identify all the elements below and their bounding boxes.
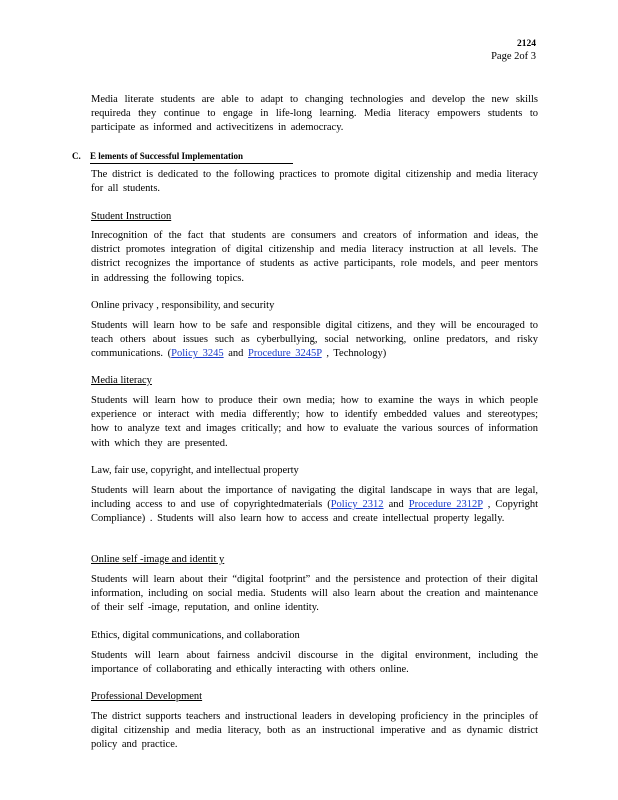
student-instruction-heading: Student Instruction (91, 211, 172, 222)
student-instruction-paragraph: Inrecognition of the fact that students are consumers and creators of information and ideas, the district promotes integration of digital citizenship and media literacy instruction at all levels. The district recognizes the importance of students as active participants, role models, and peer mentors in addressing the following topics. (91, 230, 538, 284)
professional-development-heading: Professional Development (91, 691, 203, 702)
policy-2312-link[interactable]: Policy 2312 (330, 499, 384, 511)
section-heading (72, 150, 293, 164)
section-letter: C. (72, 151, 81, 161)
law-fair-use-text-b: , Copyright Compliance) . Students will also learn how to access and create intellectual property legally. (91, 499, 538, 525)
page-number: Page 2of 3 (491, 51, 536, 62)
law-fair-use-heading: Law, fair use, copyright, and intellectual property (91, 465, 299, 476)
online-privacy-heading: Online privacy , responsibility, and security (91, 300, 275, 311)
online-privacy-text-b: , Technology) (321, 348, 387, 360)
policy-code: 2124 (517, 39, 536, 49)
online-privacy-paragraph (91, 319, 538, 362)
online-self-image-paragraph: Students will learn about their “digital footprint” and the persistence and protection of their digital information, including on social media. Students will also learn about the creation and maintenance of their self -image, reputation, and online identity. (91, 574, 538, 614)
professional-development-paragraph: The district supports teachers and instructional leaders in developing proficiency in the principles of digital citizenship and media literacy, both as an instructional imperative and as dynamic district policy and practice. (91, 711, 538, 751)
law-fair-use-text-a: Students will learn about the importance of navigating the digital landscape in ways that are legal, including access to and use of copyrightedmaterials ( (91, 485, 538, 511)
section-intro-paragraph: The district is dedicated to the following practices to promote digital citizenship and media literacy for all students. (91, 169, 538, 195)
media-literacy-heading: Media literacy (91, 375, 152, 386)
ethics-paragraph: Students will learn about fairness andcivil discourse in the digital environment, including the importance of collaborating and ethically interacting with others online. (91, 650, 538, 676)
online-privacy-text-mid: and (223, 348, 249, 360)
online-self-image-heading: Online self -image and identit y (91, 554, 225, 565)
policy-3245-link[interactable]: Policy 3245 (171, 348, 224, 360)
online-privacy-text-a: Students will learn how to be safe and responsible digital citizens, and they will be encouraged to teach others about issues such as cyberbullying, social networking, online predators, and risky communications. ( (91, 320, 538, 360)
intro-paragraph: Media literate students are able to adapt to changing technologies and develop the new skills requireda they continue to engage in life-long learning. Media literacy empowers students to participate as informed and activecitizens in ademocracy. (91, 94, 538, 134)
law-fair-use-paragraph (91, 484, 538, 527)
procedure-3245p-link[interactable]: Procedure 3245P (248, 348, 322, 360)
media-literacy-paragraph: Students will learn how to produce their own media; how to examine the ways in which people experience or interact with media differently; how to identify embedded values and stereotypes; how to analyze text and images critically; and how to evaluate the various sources of information with which they are presented. (91, 395, 538, 449)
procedure-2312p-link[interactable]: Procedure 2312P (408, 499, 483, 511)
section-title: E lements of Successful Implementation (90, 150, 293, 164)
ethics-heading: Ethics, digital communications, and collaboration (91, 630, 300, 641)
law-fair-use-text-mid: and (383, 499, 409, 511)
